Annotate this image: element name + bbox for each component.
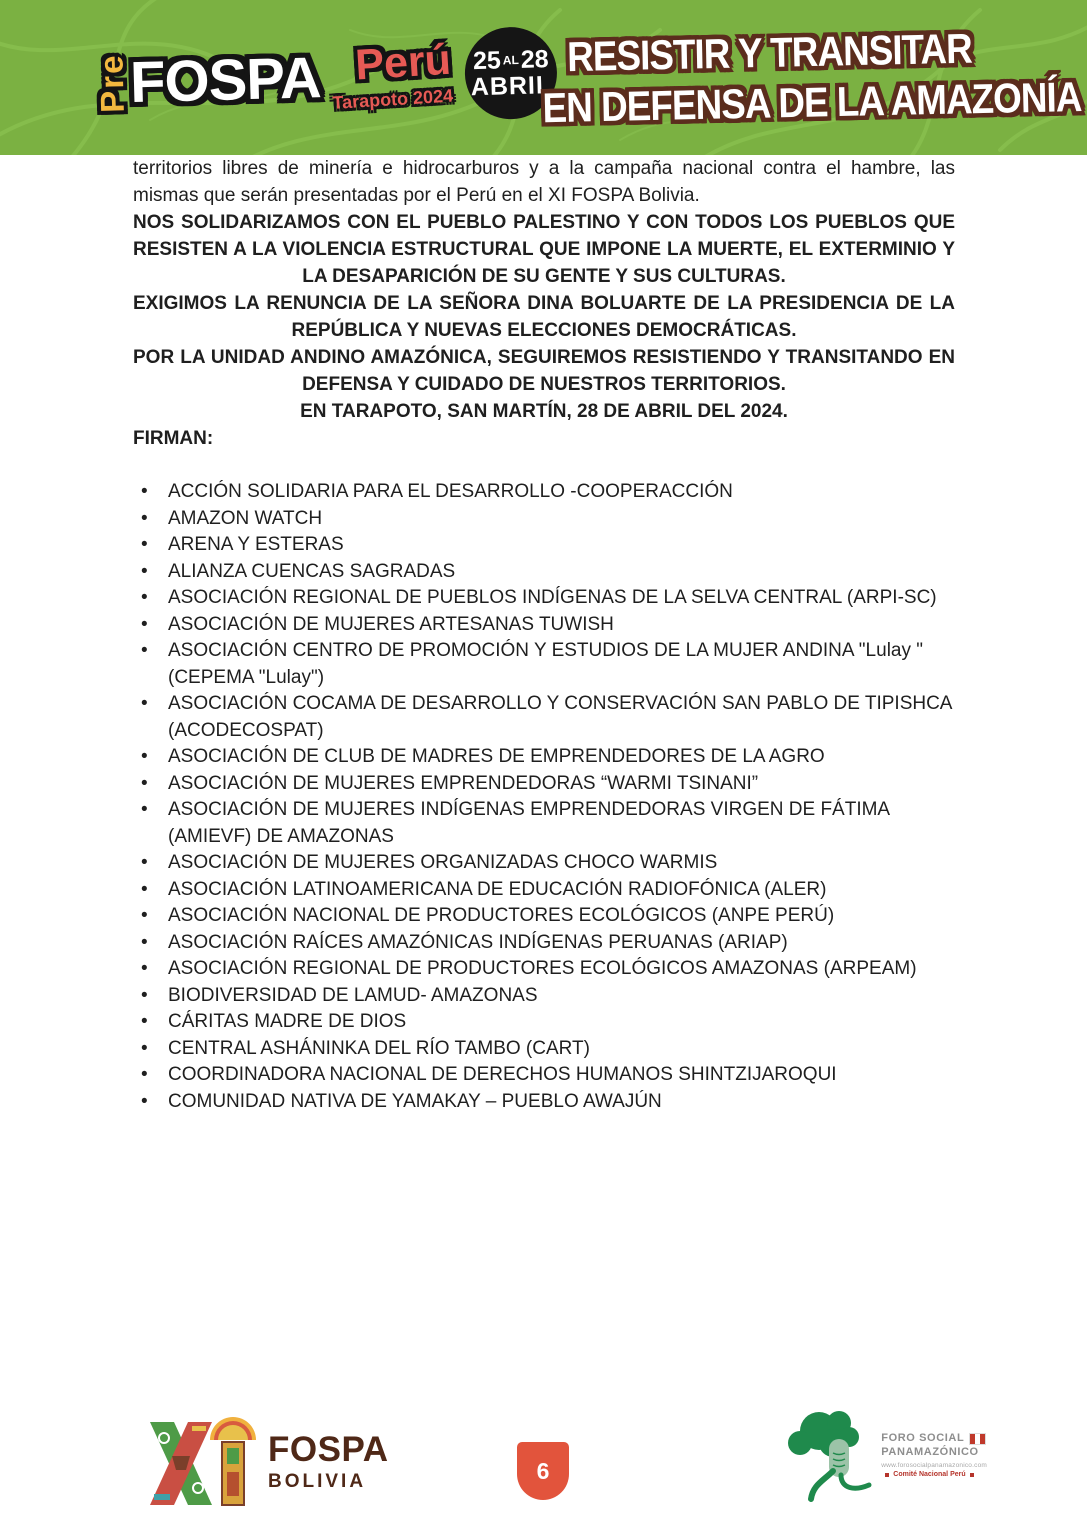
signatory-item: • ASOCIACIÓN DE MUJERES EMPRENDEDORAS “WARMI TSINANI”: [133, 771, 955, 798]
xi-numeral-graphic: [148, 1410, 260, 1515]
signatories-list: [133, 479, 955, 1115]
signatory-item: • CÁRITAS MADRE DE DIOS: [133, 1009, 955, 1036]
dateline: EN TARAPOTO, SAN MARTÍN, 28 DE ABRIL DEL 2024.: [300, 401, 788, 422]
tree-graphic: [783, 1405, 875, 1505]
footer-fospa-label: FOSPA: [268, 1430, 389, 1469]
banner-title-line1: RESISTIR Y TRANSITAR: [566, 26, 973, 81]
logo-fospa-text: FOSPA: [129, 45, 322, 116]
committee-label: Comité Nacional Perú: [893, 1471, 966, 1479]
signatory-item: • BIODIVERSIDAD DE LAMUD- AMAZONAS: [133, 983, 955, 1010]
signatory-item: • ASOCIACIÓN RAÍCES AMAZÓNICAS INDÍGENAS PERUANAS (ARIAP): [133, 930, 955, 957]
signatory-item: • AMAZON WATCH: [133, 506, 955, 533]
logo-peru-text: Perú: [353, 35, 452, 90]
firman-label: FIRMAN:: [133, 428, 214, 449]
signatory-item: • ALIANZA CUENCAS SAGRADAS: [133, 559, 955, 586]
logo-peru-block: [329, 35, 454, 114]
foro-social-text: [881, 1432, 987, 1479]
statement-renuncia: EXIGIMOS LA RENUNCIA DE LA SEÑORA DINA BOLUARTE DE LA PRESIDENCIA DE LA REPÚBLICA Y NUEVAS ELECCIONES DEMOCRÁTICAS.: [133, 293, 955, 341]
document-body: [133, 155, 955, 1115]
date-range: 25AL28: [472, 44, 549, 75]
statement-solidarity: NOS SOLIDARIZAMOS CON EL PUEBLO PALESTINO Y CON TODOS LOS PUEBLOS QUE RESISTEN A LA VIOLENCIA ESTRUCTURAL QUE IMPONE LA MUERTE, EL EXTERMINIO Y LA DESAPARICIÓN DE SU GENTE Y SUS CULTURAS.: [133, 212, 955, 287]
fospa-bolivia-text: [268, 1432, 388, 1493]
logo-pre-text: Pre: [92, 53, 131, 114]
foro-social-committee: [881, 1471, 987, 1478]
page-number-badge: 6: [517, 1442, 569, 1500]
signatory-item: • CENTRAL ASHÁNINKA DEL RÍO TAMBO (CART): [133, 1036, 955, 1063]
signatory-item: • COMUNIDAD NATIVA DE YAMAKAY – PUEBLO AWAJÚN: [133, 1089, 955, 1116]
signatory-item: • ASOCIACIÓN NACIONAL DE PRODUCTORES ECOLÓGICOS (ANPE PERÚ): [133, 903, 955, 930]
signatory-item: • ASOCIACIÓN COCAMA DE DESARROLLO Y CONSERVACIÓN SAN PABLO DE TIPISHCA (ACODECOSPAT): [133, 691, 955, 744]
foro-social-website: www.forosocialpanamazonico.com: [881, 1462, 987, 1470]
signatory-item: • ASOCIACIÓN LATINOAMERICANA DE EDUCACIÓN RADIOFÓNICA (ALER): [133, 877, 955, 904]
date-month: ABRIL: [470, 71, 553, 102]
banner-title-line2: EN DEFENSA DE LA AMAZONÍA: [542, 74, 1082, 132]
foro-social-line1: FORO SOCIAL: [881, 1431, 965, 1444]
foro-social-line2: PANAMAZÓNICO: [881, 1445, 979, 1458]
prefospa-logo: [94, 20, 559, 136]
banner-title: [541, 25, 1082, 135]
signatory-item: • ASOCIACIÓN REGIONAL DE PUEBLOS INDÍGENAS DE LA SELVA CENTRAL (ARPI-SC): [133, 585, 955, 612]
signatory-item: • ASOCIACIÓN DE MUJERES ARTESANAS TUWISH: [133, 612, 955, 639]
header-banner: [0, 0, 1087, 155]
signatory-item: • ARENA Y ESTERAS: [133, 532, 955, 559]
logo-tarapoto-text: Tarapoto 2024: [331, 85, 454, 113]
footer-bolivia-label: BOLIVIA: [268, 1471, 367, 1492]
signatory-item: • ASOCIACIÓN REGIONAL DE PRODUCTORES ECOLÓGICOS AMAZONAS (ARPEAM): [133, 956, 955, 983]
signatory-item: • ASOCIACIÓN DE CLUB DE MADRES DE EMPRENDEDORES DE LA AGRO: [133, 744, 955, 771]
statement-unidad: POR LA UNIDAD ANDINO AMAZÓNICA, SEGUIREMOS RESISTIENDO Y TRANSITANDO EN DEFENSA Y CUIDADO DE NUESTROS TERRITORIOS.: [133, 347, 955, 395]
signatory-item: • ASOCIACIÓN CENTRO DE PROMOCIÓN Y ESTUDIOS DE LA MUJER ANDINA "Lulay " (CEPEMA "Lulay"): [133, 638, 955, 691]
signatory-item: • ASOCIACIÓN DE MUJERES ORGANIZADAS CHOCO WARMIS: [133, 850, 955, 877]
peru-flag-icon: [969, 1433, 986, 1445]
signatory-item: • COORDINADORA NACIONAL DE DERECHOS HUMANOS SHINTZIJAROQUI: [133, 1062, 955, 1089]
foro-social-panamazonico-logo: [783, 1405, 987, 1505]
red-square-icon: [885, 1473, 889, 1477]
intro-paragraph: territorios libres de minería e hidrocarburos y a la campaña nacional contra el hambre, las mismas que serán presentadas por el Perú en el XI FOSPA Bolivia.: [133, 158, 955, 206]
red-square-icon: [970, 1473, 974, 1477]
fospa-bolivia-logo: [148, 1410, 388, 1515]
signatory-item: • ASOCIACIÓN DE MUJERES INDÍGENAS EMPRENDEDORAS VIRGEN DE FÁTIMA (AMIEVF) DE AMAZONAS: [133, 797, 955, 850]
signatory-item: • ACCIÓN SOLIDARIA PARA EL DESARROLLO -COOPERACCIÓN: [133, 479, 955, 506]
